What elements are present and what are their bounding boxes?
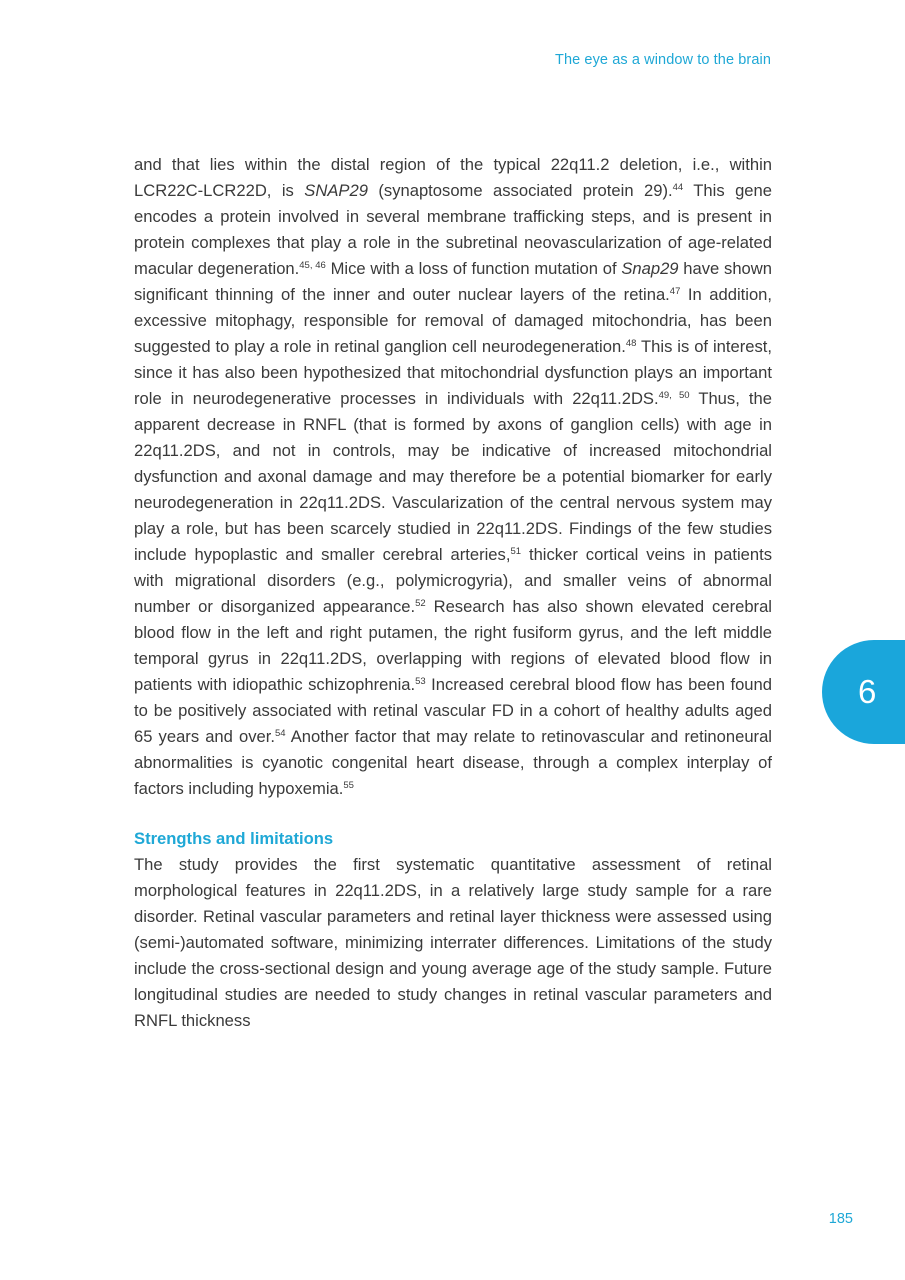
text-span: (synaptosome associated protein 29).: [367, 181, 673, 200]
reference-marker: 44: [672, 182, 684, 193]
running-head: The eye as a window to the brain: [555, 52, 771, 68]
reference-marker: 53: [415, 676, 426, 687]
reference-marker: 47: [669, 286, 681, 297]
text-span: This is of interest, since it has also been hypothesized that mitochondrial dysfunction plays an important role in neurodegenerative processes in individuals with 22q11.2DS.: [134, 337, 773, 408]
text-span: Another factor that may relate to retinovascular and retinoneural abnormalities is cyanotic congenital heart disease, through a complex interplay of factors including hypoxemia.: [134, 727, 772, 798]
reference-marker: 49, 50: [658, 390, 690, 401]
body-paragraph: The study provides the first systematic quantitative assessment of retinal morphological features in 22q11.2DS, in a relatively large study sample for a rare disorder. Retinal vascular parameters and retinal layer thickness were assessed using (semi-)automated software, minimizing interrater differences. Limitations of the study include the cross-sectional design and young average age of the study sample. Future longitudinal studies are needed to study changes in retinal vascular parameters and RNFL thickness: [134, 855, 772, 1030]
reference-marker: 51: [510, 546, 522, 557]
reference-marker: 48: [625, 338, 637, 349]
text-span: Research has also shown elevated cerebral blood flow in the left and right putamen, the right fusiform gyrus, and the left middle temporal gyrus in 22q11.2DS, overlapping with regions of elevated blood flow in patients with idiopathic schizophrenia.: [134, 597, 772, 694]
gene-name: SNAP29: [304, 181, 368, 200]
text-span: and that lies within the distal region of the typical 22q11.2 deletion, i.e., within LCR22C-LCR22D, is: [134, 155, 772, 200]
text-span: Increased cerebral blood flow has been found to be positively associated with retinal vascular FD in a cohort of healthy adults aged 65 years and over.: [134, 675, 772, 746]
text-span: have shown significant thinning of the inner and outer nuclear layers of the retina.: [134, 259, 773, 304]
reference-marker: 52: [415, 598, 426, 609]
gene-name: Snap29: [621, 259, 679, 278]
reference-marker: 55: [343, 780, 354, 791]
section-heading: Strengths and limitations: [134, 829, 334, 848]
text-span: In addition, excessive mitophagy, responsible for removal of damaged mitochondria, has been suggested to play a role in retinal ganglion cell neurodegeneration.: [134, 285, 773, 356]
chapter-number: 6: [858, 673, 877, 710]
reference-marker: 45, 46: [299, 260, 326, 271]
reference-marker: 54: [274, 728, 286, 739]
main-text: [134, 152, 772, 1034]
body-paragraph: [134, 152, 772, 802]
text-span: Thus, the apparent decrease in RNFL (that is formed by axons of ganglion cells) with age in 22q11.2DS, and not in controls, may be indicative of increased mitochondrial dysfunction and axonal damage and may therefore be a potential biomarker for early neurodegeneration in 22q11.2DS. Vascularization of the central nervous system may play a role, but has been scarcely studied in 22q11.2DS. Findings of the few studies include hypoplastic and smaller cerebral arteries,: [134, 389, 772, 564]
text-span: Mice with a loss of function mutation of: [325, 259, 622, 278]
text-span: thicker cortical veins in patients with migrational disorders (e.g., polymicrogyria), and smaller veins of abnormal number or disorganized appearance.: [134, 545, 772, 616]
text-span: This gene encodes a protein involved in several membrane trafficking steps, and is present in protein complexes that play a role in the subretinal neovascularization of age-related macular degeneration.: [134, 181, 772, 278]
page-number: 185: [828, 1211, 853, 1227]
